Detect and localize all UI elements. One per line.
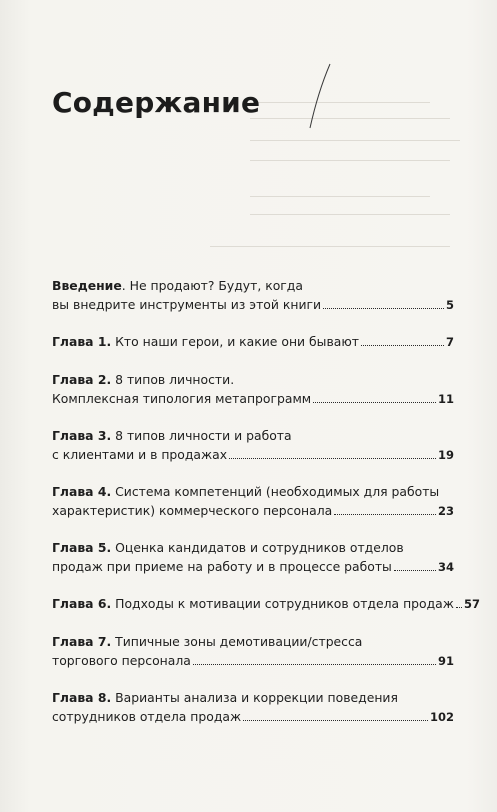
toc-page-number: 57 <box>463 597 480 611</box>
bleed-through-line <box>250 196 430 197</box>
toc-entry-chapter-2[interactable] <box>52 370 454 409</box>
toc-entry-label: Глава 4. <box>52 484 112 499</box>
page-title: Содержание <box>52 86 261 119</box>
toc-entry-text: характеристик) коммерческого персонала <box>52 503 333 518</box>
toc-entry-introduction[interactable] <box>52 276 454 315</box>
toc-entry-text: торгового персонала <box>52 653 191 668</box>
toc-entry-text: Комплексная типология метапрограмм <box>52 391 312 406</box>
bleed-through-line <box>210 246 450 247</box>
toc-entry-label: Глава 5. <box>52 540 112 555</box>
toc-entry-label: Глава 6. <box>52 596 112 611</box>
bleed-through-line <box>250 118 450 119</box>
bleed-through-line <box>250 214 450 215</box>
toc-entry-text: сотрудников отдела продаж <box>52 709 242 724</box>
toc-entry-chapter-7[interactable] <box>52 632 454 671</box>
toc-entry-text: Оценка кандидатов и сотрудников отделов <box>111 540 404 555</box>
bleed-through-line <box>250 160 450 161</box>
toc-entry-text: Варианты анализа и коррекции поведения <box>111 690 398 705</box>
toc-entry-label: Глава 7. <box>52 634 112 649</box>
toc-entry-chapter-8[interactable] <box>52 688 454 727</box>
toc-entry-chapter-5[interactable] <box>52 538 454 577</box>
toc-entry-label: Глава 3. <box>52 428 112 443</box>
dot-leader <box>361 344 444 346</box>
dot-leader <box>456 606 462 608</box>
toc-entry-text: . Не продают? Будут, когда <box>121 278 303 293</box>
dot-leader <box>193 663 436 665</box>
toc-entry-text: с клиентами и в продажах <box>52 447 228 462</box>
toc-entry-text: 8 типов личности и работа <box>111 428 292 443</box>
toc-entry-label: Введение <box>52 278 122 293</box>
toc-entry-text: Кто наши герои, и какие они бывают <box>111 334 360 349</box>
toc-entry-text: вы внедрите инструменты из этой книги <box>52 297 322 312</box>
pen-stroke-mark <box>300 62 340 132</box>
toc-entry-label: Глава 1. <box>52 334 112 349</box>
toc-entry-chapter-4[interactable] <box>52 482 454 521</box>
toc-page-number: 34 <box>437 560 454 574</box>
dot-leader <box>229 457 436 459</box>
toc-entry-text: Подходы к мотивации сотрудников отдела продаж <box>111 596 454 611</box>
toc-entry-text: Типичные зоны демотивации/стресса <box>111 634 363 649</box>
dot-leader <box>243 719 428 721</box>
toc-page-number: 102 <box>429 710 454 724</box>
toc-page-number: 11 <box>437 392 454 406</box>
toc-entry-chapter-3[interactable] <box>52 426 454 465</box>
toc-entry-text: продаж при приеме на работу и в процессе работы <box>52 559 392 574</box>
toc-page-number: 7 <box>445 335 454 349</box>
toc-entry-chapter-6[interactable] <box>52 594 480 614</box>
toc-entry-label: Глава 2. <box>52 372 112 387</box>
dot-leader <box>334 513 436 515</box>
toc-page-number: 19 <box>437 448 454 462</box>
toc-page-number: 5 <box>445 298 454 312</box>
toc-entry-text: Система компетенций (необходимых для работы <box>111 484 440 499</box>
toc-entry-label: Глава 8. <box>52 690 112 705</box>
bleed-through-line <box>250 140 460 141</box>
dot-leader <box>313 401 436 403</box>
toc-entry-text: 8 типов личности. <box>111 372 235 387</box>
dot-leader <box>323 307 444 309</box>
bleed-through-line <box>250 102 430 103</box>
toc-entry-chapter-1[interactable] <box>52 332 454 352</box>
toc-page-number: 23 <box>437 504 454 518</box>
dot-leader <box>394 569 436 571</box>
toc-page-number: 91 <box>437 654 454 668</box>
